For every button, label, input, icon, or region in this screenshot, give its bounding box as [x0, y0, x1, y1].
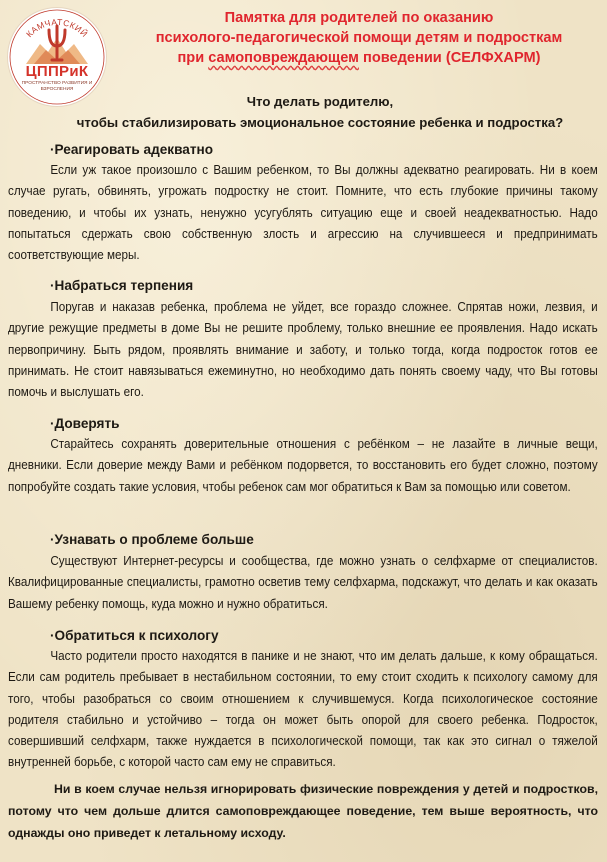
logo-subtitle: ПРОСТРАНСТВО РАЗВИТИЯ И ВЗРОСЛЕНИЯ [21, 81, 93, 92]
section-text-patience: Поругав и наказав ребенка, проблема не уйдет, все гораздо сложнее. Спрятав ножи, лезвия, и другие режущие предметы в доме Вы не решите проблему, только внешние ее проявления. Надо искать первопричину. Быть рядом, проявлять внимание и заботу, и только тогда, когда подросток готов ее принимать. Не стоит навязываться ежеминутно, но необходимо дать понять своему чаду, что Вы готовы помочь и выслушать его. [8, 300, 598, 400]
title-line-2: психолого-педагогической помощи детям и подросткам [155, 30, 563, 46]
logo-name: ЦППРиК [25, 63, 89, 80]
section-text-psychologist: Часто родители просто находятся в панике и не знают, что им делать дальше, к кому обращаться. Если сам родитель пребывает в нестабильном состоянии, то ему стоит сходить к психологу самому для того, чтобы разобраться со своим отношением к случившемуся. Когда психологическое состояние родителя стабильно и устойчиво – тогда он может быть опорой для своего ребенка. Подросток, совершивший селфхарм, также нуждается в психологической помощи, так как это сигнал о тяжелой внутренней борьбе, с которой часто сам ему не справиться. [8, 649, 598, 770]
section-text-learn-more: Существуют Интернет-ресурсы и сообщества, где можно узнать о селфхарме от специалистов. Квалифицированные специалисты, грамотно осветив тему селфхарма, подскажут, что делать и как оказать Вашему ребенку помощь, куда можно и нужно обратиться. [8, 554, 598, 611]
section-heading-react: ·Реагировать адекватно [50, 142, 213, 157]
section-text-react: Если уж такое произошло с Вашим ребенком, то Вы должны адекватно реагировать. Ни в коем случае ругать, обвинять, угрожать подростку не стоит. Помните, что есть глубокие причины такому поведению, и чтобы их узнать, ненужно усугублять ситуацию еще и своей неадекватностью. Надо попытаться сдержать свою собственную злость и агрессию на случившееся и предпринимать соответствующие меры. [8, 163, 598, 263]
section-heading-psychologist: ·Обратиться к психологу [50, 628, 219, 643]
question-line-1: Что делать родителю, [246, 94, 394, 109]
section-heading-patience: ·Набраться терпения [50, 278, 194, 293]
section-heading-learn-more: ·Узнавать о проблеме больше [50, 532, 254, 547]
question-line-2: чтобы стабилизировать эмоциональное состояние ребенка и подростка? [76, 115, 564, 130]
title-line-1: Памятка для родителей по оказанию [224, 10, 494, 26]
svg-text:КАМЧАТСКИЙ: КАМЧАТСКИЙ [24, 16, 90, 40]
title-line-3: при самоповреждающем поведении (СЕЛФХАРМ) [177, 50, 541, 66]
section-text-trust: Старайтесь сохранять доверительные отношения с ребёнком – не лазайте в личные вещи, дневники. Если доверие между Вами и ребёнком подорвется, то восстановить его будет сложно, поэтому попробуйте создать такие условия, чтобы ребенок сам мог обратиться к Вам за помощью или советом. [8, 437, 598, 494]
section-heading-trust: ·Доверять [50, 416, 120, 431]
document-title [120, 8, 598, 68]
final-warning: Ни в коем случае нельзя игнорировать физические повреждения у детей и подростков, потому что чем дольше длится самоповреждающее поведение, тем выше вероятность, что однажды оно приведет к летальному исходу. [8, 782, 598, 840]
